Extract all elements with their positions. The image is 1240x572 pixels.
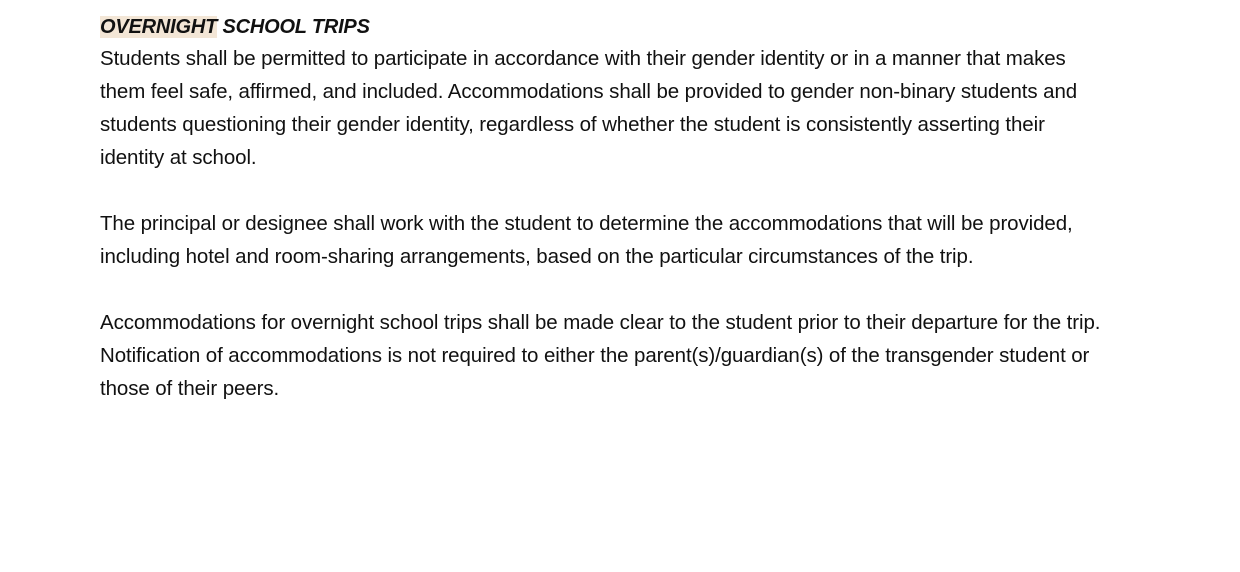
document-page [100,12,1110,438]
heading-highlighted-word: OVERNIGHT [100,16,218,38]
heading-rest: SCHOOL TRIPS [217,16,370,38]
paragraph-notification: Accommodations for overnight school trips shall be made clear to the student prior to their departure for the trip. Notification of accommodations is not required to either the parent(s)/guardian(s) of the transgender student or those of their peers. [100,311,1101,400]
section-heading [100,12,1110,42]
paragraph-participation: Students shall be permitted to participate in accordance with their gender identity or in a manner that makes them feel safe, affirmed, and included. Accommodations shall be provided to gender non-binary students and students questioning their gender identity, regardless of whether the student is consistently asserting their identity at school. [100,47,1078,169]
paragraph-principal-accommodations: The principal or designee shall work with the student to determine the accommodations that will be provided, including hotel and room-sharing arrangements, based on the particular circumstances of the trip. [100,212,1073,268]
